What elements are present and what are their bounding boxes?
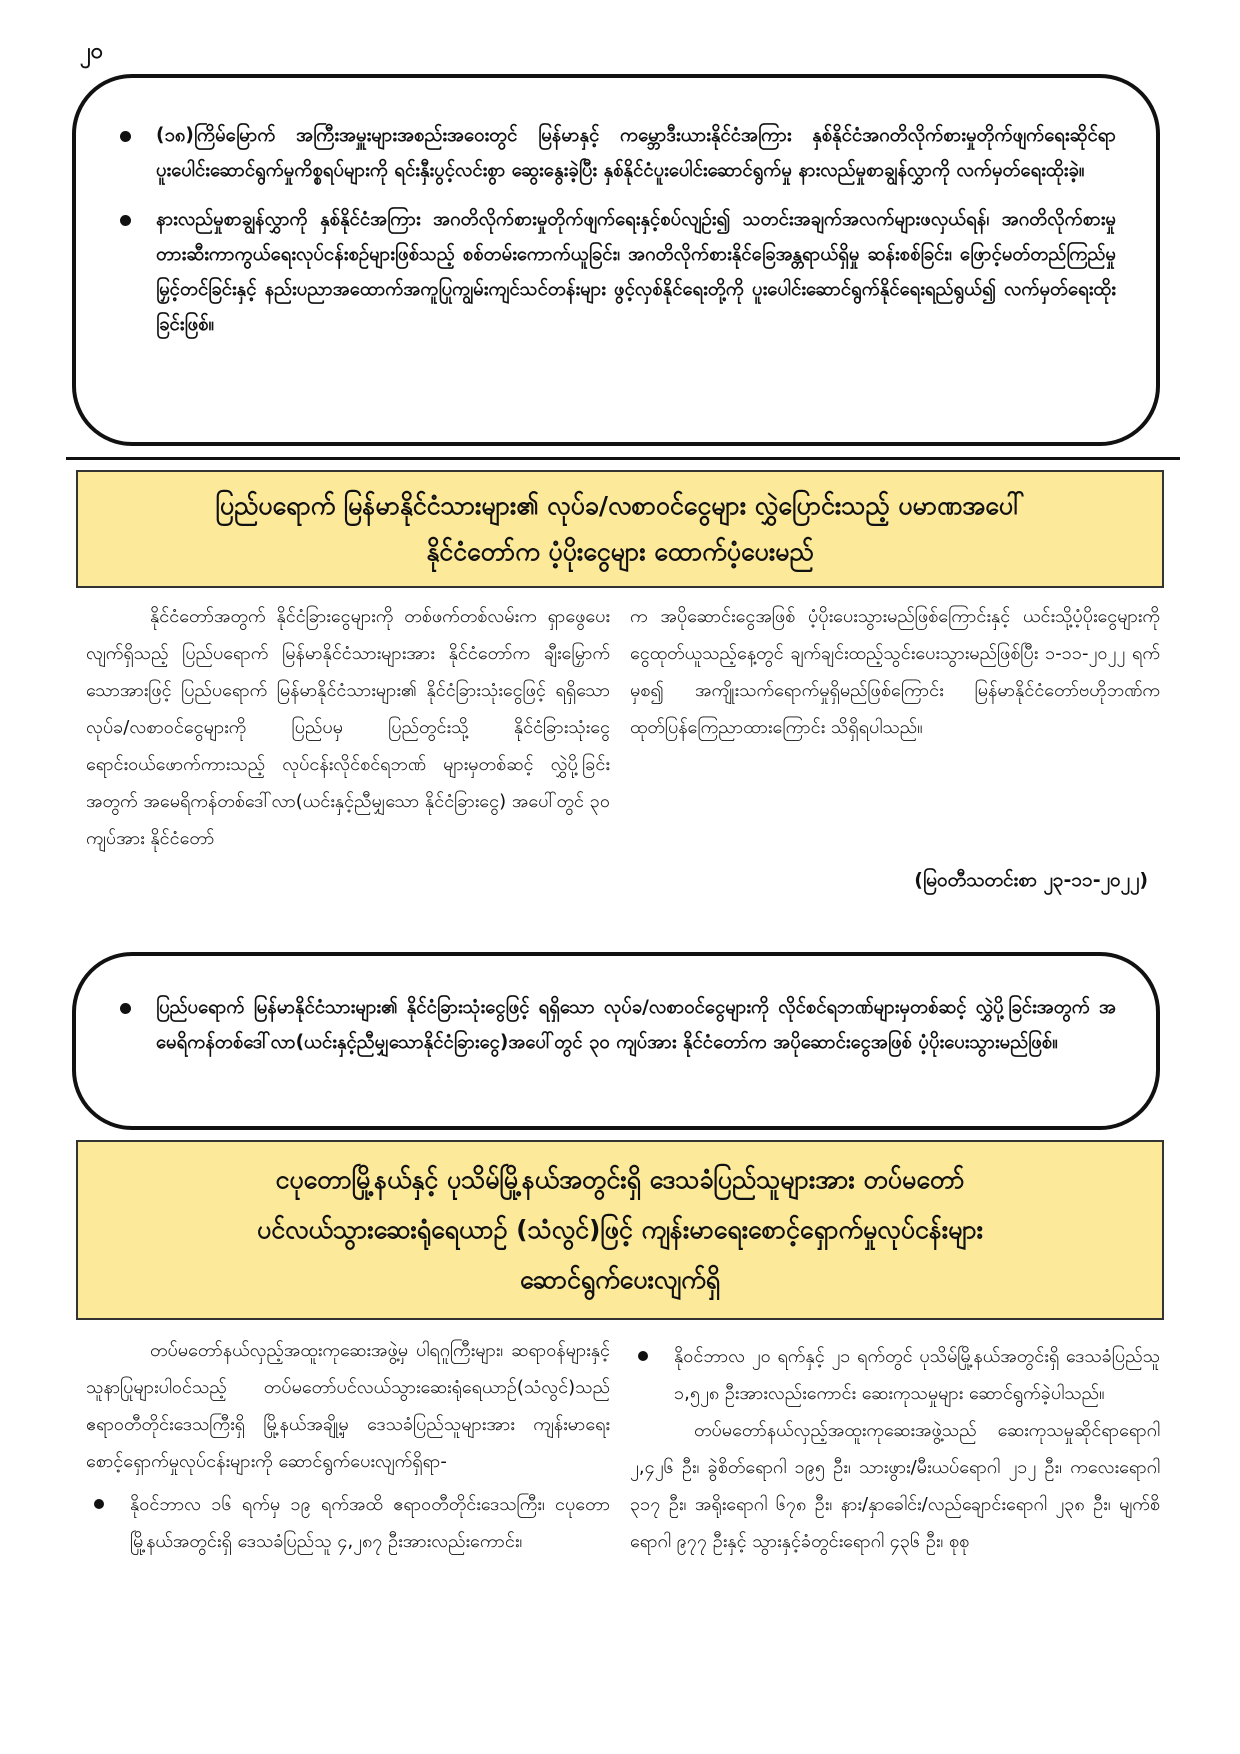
summary-box-1: [72, 74, 1160, 446]
page-number: ၂၀: [80, 39, 104, 64]
article2-bullet: နိုဝင်ဘာလ ၂၀ ရက်နှင့် ၂၁ ရက်တွင် ပုသိမ်မြို့နယ်အတွင်းရှိ ဒေသခံပြည်သူ ၁,၅၂၈ ဦးအားလည်းကောင်း ဆေးကုသမှုများ ဆောင်ရွက်ခဲ့ပါသည်။: [630, 1338, 1160, 1412]
article-headline-1: [76, 470, 1164, 588]
article-headline-2: [76, 1140, 1164, 1320]
article1-paragraph-cont: က အပိုဆောင်းငွေအဖြစ် ပံ့ပိုးပေးသွားမည်ဖြစ်ကြောင်းနှင့် ယင်းသို့ပံ့ပိုးငွေများကို ငွေထုတ်ယူသည့်နေ့တွင် ချက်ချင်းထည့်သွင်းပေးသွားမည်ဖြစ်ပြီး ၁-၁၁-၂၀၂၂ ရက်မှစ၍ အကျိုးသက်ရောက်မှုရှိမည်ဖြစ်ကြောင်း မြန်မာနိုင်ငံတော်ဗဟိုဘဏ်က ထုတ်ပြန်ကြေညာထားကြောင်း သိရှိရပါသည်။: [630, 606, 1160, 738]
article1-source: (မြဝတီသတင်းစာ ၂၃-၁၁-၂၀၂၂): [914, 869, 1148, 891]
headline-line: နိုင်ငံတော်က ပံ့ပိုးငွေများ ထောက်ပံ့ပေးမည်: [426, 537, 814, 566]
summary-bullet: နားလည်မှုစာချွန်လွှာကို နှစ်နိုင်ငံအကြား အဂတိလိုက်စားမှုတိုက်ဖျက်ရေးနှင့်စပ်လျဉ်း၍ သတင်းအချက်အလက်များဖလှယ်ရန်၊ အဂတိလိုက်စားမှုတားဆီးကာကွယ်ရေးလုပ်ငန်းစဉ်များဖြစ်သည့် စစ်တမ်းကောက်ယူခြင်း၊ အဂတိလိုက်စားနိုင်ခြေအန္တရာယ်ရှိမှု ဆန်းစစ်ခြင်း၊ ဖြောင့်မတ်တည်ကြည်မှုမြှင့်တင်ခြင်းနှင့် နည်းပညာအထောက်အကူပြုကျွမ်းကျင်သင်တန်းများ ဖွင့်လှစ်နိုင်ရေးတို့ကို ပူးပေါင်းဆောင်ရွက်နိုင်ရေးရည်ရွယ်၍ လက်မှတ်ရေးထိုးခြင်းဖြစ်။: [112, 202, 1116, 342]
summary-bullet: ပြည်ပရောက် မြန်မာနိုင်ငံသားများ၏ နိုင်ငံခြားသုံးငွေဖြင့် ရရှိသော လုပ်ခ/လစာဝင်ငွေများကို လိုင်စင်ရဘဏ်များမှတစ်ဆင့် လွှဲပို့ခြင်းအတွက် အမေရိကန်တစ်ဒေါ်လာ(ယင်းနှင့်ညီမျှသောနိုင်ငံခြားငွေ)အပေါ်တွင် ၃၀ ကျပ်အား နိုင်ငံတော်က အပိုဆောင်းငွေအဖြစ် ပံ့ပိုးပေးသွားမည်ဖြစ်။: [112, 990, 1116, 1060]
headline-line: ပင်လယ်သွားဆေးရုံရေယာဉ် (သံလွင်)ဖြင့် ကျန်းမာရေးစောင့်ရှောက်မှုလုပ်ငန်းများ: [256, 1215, 983, 1244]
summary-box-2: [72, 952, 1160, 1130]
article1-right-column: [630, 598, 1160, 746]
article1-paragraph: နိုင်ငံတော်အတွက် နိုင်ငံခြားငွေများကို တစ်ဖက်တစ်လမ်းက ရှာဖွေပေးလျက်ရှိသည့် ပြည်ပရောက် မြန်မာနိုင်ငံသားများအား နိုင်ငံတော်က ချီးမြှောက်သောအားဖြင့် ပြည်ပရောက် မြန်မာနိုင်ငံသားများ၏ နိုင်ငံခြားသုံးငွေဖြင့် ရရှိသော လုပ်ခ/လစာဝင်ငွေများကို ပြည်ပမှ ပြည်တွင်းသို့ နိုင်ငံခြားသုံးငွေ ရောင်းဝယ်ဖောက်ကားသည့် လုပ်ငန်းလိုင်စင်ရဘဏ် များမှတစ်ဆင့် လွှဲပို့ခြင်းအတွက် အမေရိကန်တစ်ဒေါ်လာ(ယင်းနှင့်ညီမျှသော နိုင်ငံခြားငွေ) အပေါ်တွင် ၃၀ ကျပ်အား နိုင်ငံတော်: [86, 606, 610, 849]
article2-left-column: [86, 1332, 610, 1560]
section-divider: [66, 457, 1180, 460]
article1-left-column: [86, 598, 610, 857]
article2-right-column: [630, 1332, 1160, 1560]
headline-line: ပြည်ပရောက် မြန်မာနိုင်ငံသားများ၏ လုပ်ခ/လစာဝင်ငွေများ လွှဲပြောင်းသည့် ပမာဏအပေါ်: [215, 491, 1025, 520]
article2-paragraph: တပ်မတော်နယ်လှည့်အထူးကုဆေးအဖွဲ့သည် ဆေးကုသမှုဆိုင်ရာရောဂါ ၂,၄၂၆ ဦး၊ ခွဲစိတ်ရောဂါ ၁၉၅ ဦး၊ သားဖွား/မီးယပ်ရောဂါ ၂၁၂ ဦး၊ ကလေးရောဂါ ၃၁၇ ဦး၊ အရိုးရောဂါ ၆၇၈ ဦး၊ နား/နှာခေါင်း/လည်ချောင်းရောဂါ ၂၃၈ ဦး၊ မျက်စိရောဂါ ၉၇၇ ဦးနှင့် သွားနှင့်ခံတွင်းရောဂါ ၄၃၆ ဦး၊ စုစု: [630, 1420, 1160, 1552]
article2-bullet: နိုဝင်ဘာလ ၁၆ ရက်မှ ၁၉ ရက်အထိ ဧရာဝတီတိုင်းဒေသကြီး၊ ငပုတောမြို့နယ်အတွင်းရှိ ဒေသခံပြည်သူ ၄,၂၈၇ ဦးအားလည်းကောင်း၊: [86, 1486, 610, 1560]
headline-line: ဆောင်ရွက်ပေးလျက်ရှိ: [519, 1265, 721, 1294]
article2-paragraph: တပ်မတော်နယ်လှည့်အထူးကုဆေးအဖွဲ့မှ ပါရဂူကြီးများ၊ ဆရာဝန်များနှင့် သူနာပြုများပါဝင်သည့် တပ်မတော်ပင်လယ်သွားဆေးရုံရေယာဉ်(သံလွင်)သည် ဧရာဝတီတိုင်းဒေသကြီးရှိ မြို့နယ်အချို့မှ ဒေသခံပြည်သူများအား ကျန်းမာရေးစောင့်ရှောက်မှုလုပ်ငန်းများကို ဆောင်ရွက်ပေးလျက်ရှိရာ-: [86, 1340, 610, 1472]
summary-bullet: (၁၈)ကြိမ်မြောက် အကြီးအမှူးများအစည်းအဝေးတွင် မြန်မာနှင့် ကမ္ဘောဒီးယားနိုင်ငံအကြား နှစ်နိုင်ငံအဂတိလိုက်စားမှုတိုက်ဖျက်ရေးဆိုင်ရာ ပူးပေါင်းဆောင်ရွက်မှုကိစ္စရပ်များကို ရင်းနှီးပွင့်လင်းစွာ ဆွေးနွေးခဲ့ပြီး နှစ်နိုင်ငံပူးပေါင်းဆောင်ရွက်မှု နားလည်မှုစာချွန်လွှာကို လက်မှတ်ရေးထိုးခဲ့။: [112, 118, 1116, 188]
headline-line: ငပုတောမြို့နယ်နှင့် ပုသိမ်မြို့နယ်အတွင်းရှိ ဒေသခံပြည်သူများအား တပ်မတော်: [275, 1165, 965, 1194]
